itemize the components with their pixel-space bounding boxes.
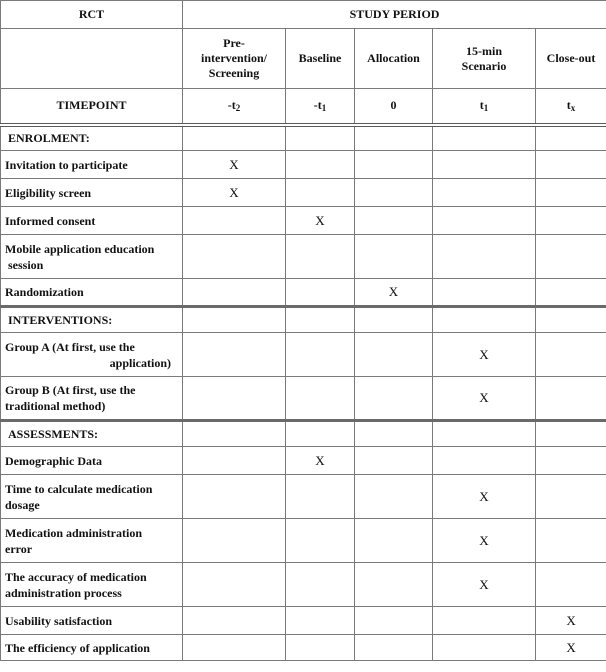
row-label: Mobile application education session xyxy=(1,235,183,279)
empty-cell xyxy=(183,421,286,447)
row-label: Usability satisfaction xyxy=(1,607,183,635)
empty-cell xyxy=(536,125,606,151)
empty-cell xyxy=(355,607,433,635)
schedule-row xyxy=(1,207,606,235)
empty-cell xyxy=(433,125,536,151)
empty-cell xyxy=(286,125,355,151)
timepoint-cell: $-t_2$ xyxy=(183,89,286,125)
empty-cell xyxy=(536,377,606,421)
x-mark-cell: X xyxy=(433,333,536,377)
empty-cell xyxy=(183,207,286,235)
section-row xyxy=(1,125,606,151)
empty-cell xyxy=(286,563,355,607)
empty-cell xyxy=(355,179,433,207)
empty-cell xyxy=(355,475,433,519)
empty-cell xyxy=(355,125,433,151)
col-baseline: Baseline xyxy=(286,29,355,89)
col-pre-intervention: Pre- intervention/ Screening xyxy=(183,29,286,89)
row-label: Invitation to participate xyxy=(1,151,183,179)
schedule-row xyxy=(1,635,606,661)
column-header-row xyxy=(1,29,606,89)
row-label: Randomization xyxy=(1,279,183,307)
empty-cell xyxy=(183,307,286,333)
empty-cell xyxy=(355,421,433,447)
row-label: Informed consent xyxy=(1,207,183,235)
x-mark-cell: X xyxy=(286,207,355,235)
col-allocation: Allocation xyxy=(355,29,433,89)
empty-cell xyxy=(536,151,606,179)
col-15min-scenario: 15-min Scenario xyxy=(433,29,536,89)
empty-cell xyxy=(286,151,355,179)
x-mark-cell: X xyxy=(536,635,606,661)
schedule-row xyxy=(1,279,606,307)
empty-cell xyxy=(433,421,536,447)
x-mark-cell: X xyxy=(433,475,536,519)
empty-cell xyxy=(286,607,355,635)
empty-cell xyxy=(183,563,286,607)
empty-cell xyxy=(183,125,286,151)
row-label: The efficiency of application xyxy=(1,635,183,661)
empty-cell xyxy=(286,519,355,563)
empty-cell xyxy=(355,447,433,475)
row-label: Eligibility screen xyxy=(1,179,183,207)
empty-cell xyxy=(536,279,606,307)
timepoint-cell: $t_1$ xyxy=(433,89,536,125)
row-label: Group B (At first, use the traditional method) xyxy=(1,377,183,421)
empty-cell xyxy=(183,235,286,279)
empty-cell xyxy=(355,519,433,563)
row-label: Time to calculate medication dosage xyxy=(1,475,183,519)
schedule-row xyxy=(1,151,606,179)
schedule-row xyxy=(1,235,606,279)
section-title: INTERVENTIONS: xyxy=(1,307,183,333)
empty-cell xyxy=(433,235,536,279)
empty-cell xyxy=(536,207,606,235)
empty-cell xyxy=(286,279,355,307)
empty-cell xyxy=(536,421,606,447)
rct-header: RCT xyxy=(1,1,183,29)
study-period-header: STUDY PERIOD xyxy=(183,1,606,29)
x-mark-cell: X xyxy=(433,563,536,607)
row-label: Medication administration error xyxy=(1,519,183,563)
empty-cell xyxy=(433,179,536,207)
empty-cell xyxy=(286,235,355,279)
empty-cell xyxy=(355,151,433,179)
timepoint-cell: 0 xyxy=(355,89,433,125)
empty-cell xyxy=(433,447,536,475)
empty-cell xyxy=(286,307,355,333)
schedule-row xyxy=(1,475,606,519)
section-row xyxy=(1,421,606,447)
blank-header-cell xyxy=(1,29,183,89)
section-title: ENROLMENT: xyxy=(1,125,183,151)
empty-cell xyxy=(536,475,606,519)
schedule-row xyxy=(1,333,606,377)
empty-cell xyxy=(286,333,355,377)
x-mark-cell: X xyxy=(433,377,536,421)
row-label: Demographic Data xyxy=(1,447,183,475)
x-mark-cell: X xyxy=(355,279,433,307)
schedule-row xyxy=(1,447,606,475)
schedule-row xyxy=(1,607,606,635)
empty-cell xyxy=(355,333,433,377)
empty-cell xyxy=(536,307,606,333)
schedule-row xyxy=(1,563,606,607)
empty-cell xyxy=(355,207,433,235)
schedule-row xyxy=(1,377,606,421)
empty-cell xyxy=(183,377,286,421)
x-mark-cell: X xyxy=(183,151,286,179)
empty-cell xyxy=(536,519,606,563)
x-mark-cell: X xyxy=(286,447,355,475)
empty-cell xyxy=(355,377,433,421)
x-mark-cell: X xyxy=(536,607,606,635)
empty-cell xyxy=(355,635,433,661)
empty-cell xyxy=(536,235,606,279)
section-row xyxy=(1,307,606,333)
empty-cell xyxy=(183,607,286,635)
empty-cell xyxy=(433,607,536,635)
empty-cell xyxy=(433,307,536,333)
empty-cell xyxy=(433,635,536,661)
empty-cell xyxy=(433,207,536,235)
timepoint-label: TIMEPOINT xyxy=(1,89,183,125)
empty-cell xyxy=(183,333,286,377)
row-label: The accuracy of medication administration process xyxy=(1,563,183,607)
empty-cell xyxy=(183,519,286,563)
empty-cell xyxy=(286,377,355,421)
empty-cell xyxy=(355,307,433,333)
empty-cell xyxy=(433,151,536,179)
empty-cell xyxy=(355,563,433,607)
empty-cell xyxy=(536,563,606,607)
empty-cell xyxy=(286,635,355,661)
empty-cell xyxy=(433,279,536,307)
section-title: ASSESSMENTS: xyxy=(1,421,183,447)
empty-cell xyxy=(355,235,433,279)
schedule-row xyxy=(1,519,606,563)
empty-cell xyxy=(536,333,606,377)
empty-cell xyxy=(286,421,355,447)
empty-cell xyxy=(183,279,286,307)
empty-cell xyxy=(286,475,355,519)
empty-cell xyxy=(183,447,286,475)
x-mark-cell: X xyxy=(433,519,536,563)
timepoint-cell: $t_x$ xyxy=(536,89,606,125)
header-row-top xyxy=(1,1,606,29)
timepoint-row xyxy=(1,89,606,125)
empty-cell xyxy=(183,635,286,661)
empty-cell xyxy=(183,475,286,519)
timepoint-cell: $-t_1$ xyxy=(286,89,355,125)
empty-cell xyxy=(536,179,606,207)
x-mark-cell: X xyxy=(183,179,286,207)
schedule-row xyxy=(1,179,606,207)
empty-cell xyxy=(286,179,355,207)
row-label: Group A (At first, use the application) xyxy=(1,333,183,377)
empty-cell xyxy=(536,447,606,475)
col-close-out: Close-out xyxy=(536,29,606,89)
